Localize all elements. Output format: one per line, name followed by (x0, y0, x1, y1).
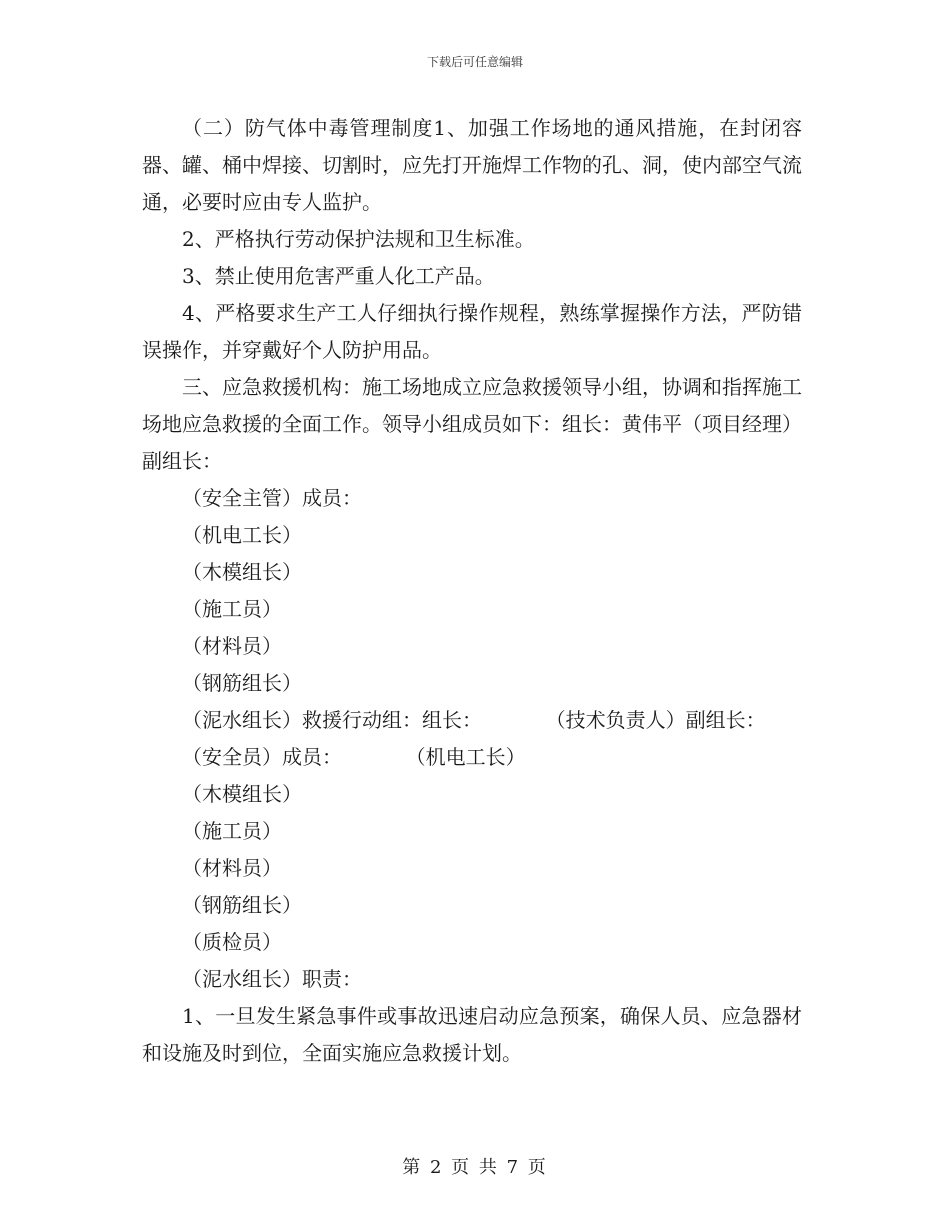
member-line: （机电工长） (182, 523, 302, 547)
paragraph-rescue-team: （泥水组长）救援行动组：组长： （技术负责人）副组长： (182, 708, 766, 732)
member-line: （材料员） (182, 856, 282, 880)
member-line: （安全主管）成员： (182, 486, 362, 510)
member-line: （材料员） (182, 634, 282, 658)
paragraph-operating-rules: 4、严格要求生产工人仔细执行操作规程，熟练掌握操作方法，严防错误操作，并穿戴好个人防护用品。 (142, 301, 802, 362)
document-body (142, 110, 802, 1072)
member-line: （施工员） (182, 819, 282, 843)
member-line: （质检员） (182, 930, 282, 954)
paragraph-chemical-ban: 3、禁止使用危害严重人化工产品。 (182, 264, 495, 288)
member-line: （钢筋组长） (182, 671, 302, 695)
page-number: 第 2 页 共 7 页 (402, 1157, 548, 1178)
member-line: （泥水组长）职责： (182, 967, 362, 991)
page-header-note: 下载后可任意编辑 (426, 55, 523, 69)
member-line: （施工员） (182, 597, 282, 621)
member-line: （木模组长） (182, 560, 302, 584)
member-line: （钢筋组长） (182, 893, 302, 917)
paragraph-emergency-organization: 三、应急救援机构：施工场地成立应急救援领导小组，协调和指挥施工场地应急救援的全面工作。领导小组成员如下：组长：黄伟平（项目经理）副组长： (142, 375, 802, 473)
member-line: （安全员）成员： （机电工长） (182, 745, 526, 769)
member-line: （木模组长） (182, 782, 302, 806)
paragraph-duties: 1、一旦发生紧急事件或事故迅速启动应急预案，确保人员、应急器材和设施及时到位，全面实施应急救援计划。 (142, 1004, 802, 1065)
paragraph-gas-poisoning: （二）防气体中毒管理制度1、加强工作场地的通风措施，在封闭容器、罐、桶中焊接、切割时，应先打开施焊工作物的孔、洞，使内部空气流通，必要时应由专人监护。 (142, 116, 802, 214)
paragraph-labor-protection: 2、严格执行劳动保护法规和卫生标准。 (182, 227, 535, 251)
